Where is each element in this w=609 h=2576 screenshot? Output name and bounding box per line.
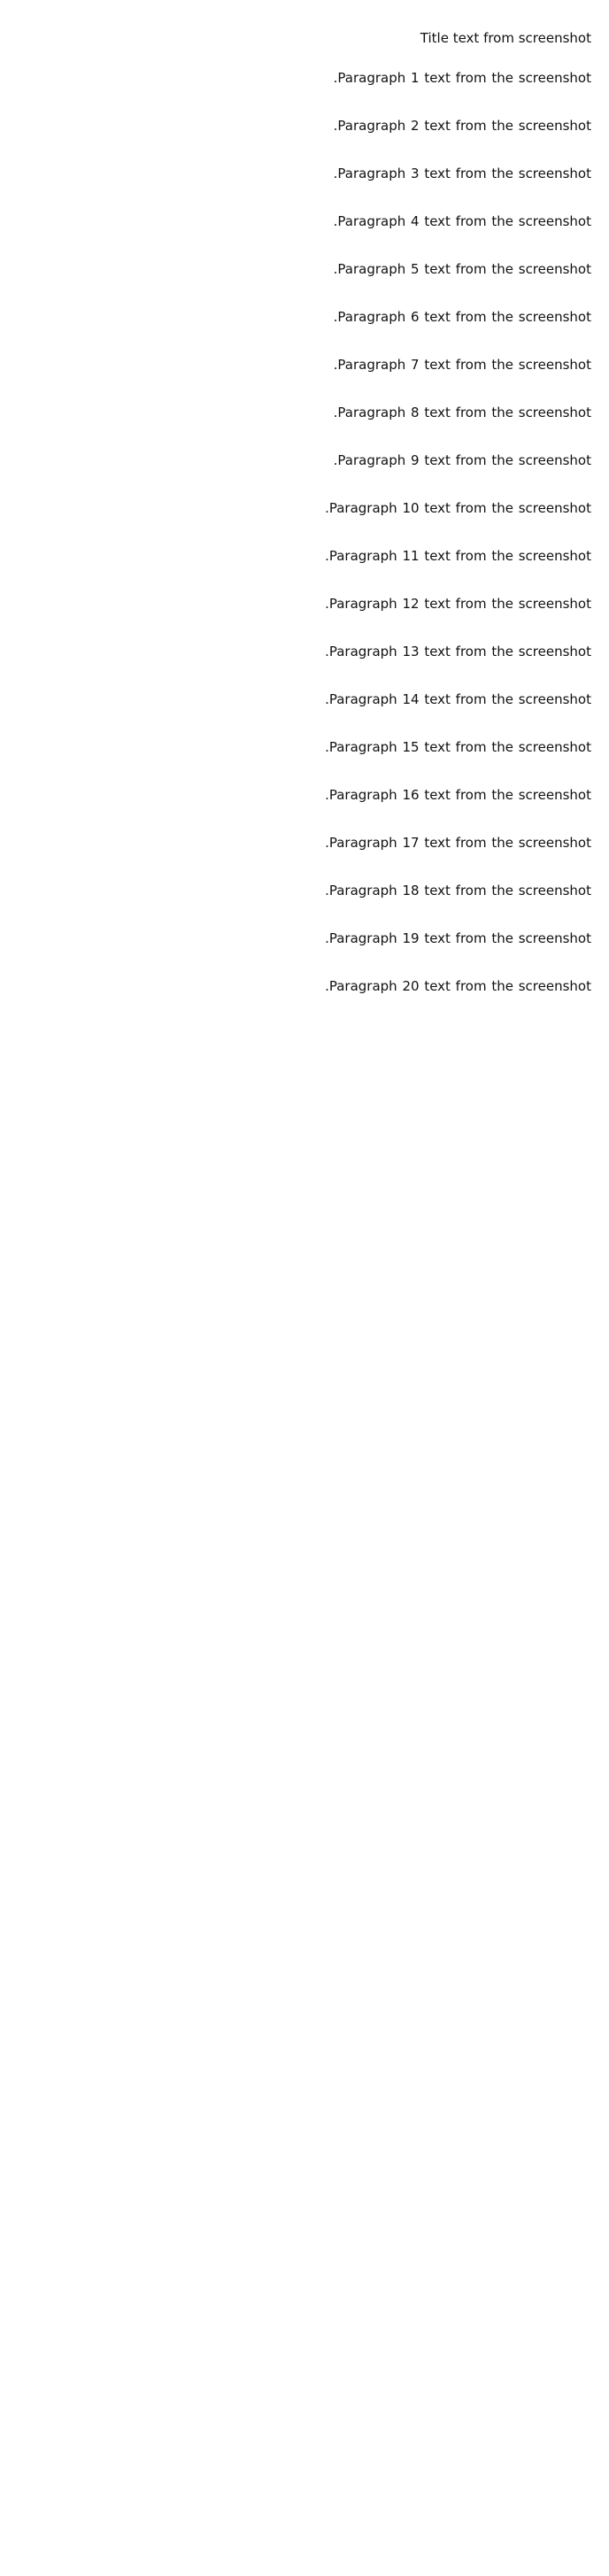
paragraph: Paragraph 16 text from the screenshot. — [325, 787, 591, 803]
paragraph: Paragraph 12 text from the screenshot. — [325, 596, 591, 612]
paragraph: Paragraph 15 text from the screenshot. — [325, 739, 591, 755]
paragraph: Paragraph 6 text from the screenshot. — [333, 309, 591, 325]
article — [18, 25, 591, 1000]
paragraph: Paragraph 9 text from the screenshot. — [333, 452, 591, 468]
paragraph: Paragraph 7 text from the screenshot. — [333, 357, 591, 373]
paragraph: Paragraph 5 text from the screenshot. — [333, 261, 591, 277]
paragraph: Paragraph 14 text from the screenshot. — [325, 691, 591, 707]
paragraph: Paragraph 2 text from the screenshot. — [333, 118, 591, 134]
paragraph: Paragraph 20 text from the screenshot. — [325, 978, 591, 994]
paragraph: Paragraph 13 text from the screenshot. — [325, 644, 591, 659]
paragraph: Paragraph 8 text from the screenshot. — [333, 405, 591, 420]
paragraph: Paragraph 19 text from the screenshot. — [325, 930, 591, 946]
paragraph: Paragraph 3 text from the screenshot. — [333, 166, 591, 181]
paragraph: Paragraph 4 text from the screenshot. — [333, 213, 591, 229]
paragraph: Paragraph 17 text from the screenshot. — [325, 835, 591, 851]
article-title: Title text from screenshot — [420, 30, 591, 46]
paragraph: Paragraph 1 text from the screenshot. — [333, 70, 591, 86]
paragraph: Paragraph 10 text from the screenshot. — [325, 500, 591, 516]
paragraph: Paragraph 11 text from the screenshot. — [325, 548, 591, 564]
paragraph: Paragraph 18 text from the screenshot. — [325, 883, 591, 899]
